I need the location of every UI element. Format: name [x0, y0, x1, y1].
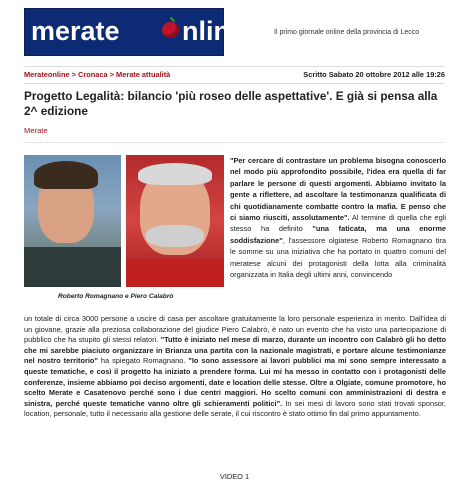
article-title: Progetto Legalità: bilancio 'più roseo delle aspettative'. E già si pensa alla 2^ edizione [24, 89, 438, 118]
body-text: ha spiegato Romagnano. [97, 356, 189, 366]
divider [24, 142, 445, 143]
quote-text: "una faticata, ma una enorme soddisfazione" [230, 224, 446, 245]
body-text: un totale di circa 3000 persone a uscire di casa per ascoltare gratuitamente la loro personale esperienza in merito. Dall'idea di un giovane, grazie alla preziosa collaborazione del giudice Piero Calabrò, è nato un evento che ha visto una partecipazione di pubblico che ha stupito gli stessi relatori. [24, 314, 446, 345]
quote-text: "Per cercare di contrastare un problema bisogna conoscerlo nel modo più approfondito possibile, l'idea era quella di far parlare le persone di questi argomenti. Abbiamo invitato la gente a riflettere, ad ascoltare la testimonanza qualificata di chi quotidianamente combatte contro la mafia. E penso che ci siamo riusciti, assolutamente". [230, 156, 446, 223]
article-dateline: Scritto Sabato 20 ottobre 2012 alle 19:26 [303, 70, 445, 79]
photo-roberto-romagnano [24, 155, 121, 287]
breadcrumb-item-cronaca[interactable]: Cronaca [78, 70, 108, 79]
photo-piero-calabro [126, 155, 224, 287]
logo-text-merate: merate [31, 16, 120, 46]
quote-text: "Tutto è iniziato nel mese di marzo, durante un incontro con Calabrò gli ho detto che mi sarebbe piaciuto organizzare in Brianza una partita con la nazionale magistrati, e portare alcune testimonianze nel nostro territorio" [24, 335, 446, 366]
site-tagline: Il primo giornale online della provincia di Lecco [274, 29, 420, 36]
breadcrumb-item-home[interactable]: Merateonline [24, 70, 70, 79]
article-section-link[interactable]: Merate [24, 126, 48, 135]
body-text: , l'assessore olgiatese Roberto Romagnano tira le somme su una iniziativa che ha portato in quattro comuni del meratese alcuni dei protagonisti della lotta alla criminalità organizzata in Italia degli ultimi anni, convincendo [230, 235, 446, 280]
apple-icon [162, 22, 179, 38]
logo-text-nline: nline [182, 16, 246, 46]
video-label: VIDEO 1 [219, 472, 250, 481]
breadcrumb-separator: > [69, 70, 79, 79]
body-text: In sei mesi di lavoro sono stati trovati sponsor, location, personale, tutto il necessario alla gestione delle serate, il cui riscontro è stato ottimo fin dal primo appuntamento. [24, 398, 446, 419]
photo-caption: Roberto Romagnano e Piero Calabrò [58, 293, 174, 300]
breadcrumb [24, 66, 445, 84]
body-text: Al termine di quella che egli stesso ha definito [230, 213, 446, 234]
article-body-bottom [24, 314, 446, 420]
article-body-top [230, 155, 446, 280]
breadcrumb-separator: > [107, 70, 117, 79]
site-logo[interactable] [24, 8, 246, 56]
quote-text: "Io sono assessore ai lavori pubblici ma mi sono sempre interessato a queste tematiche, e così il progetto ha iniziato a prendere forma. Lui mi ha messo in contatto con i protagonisti delle conferenze, insieme abbiamo poi deciso argomenti, date e location delle stesse. Oltre a Olgiate, comune promotore, ho scelto Merate e Casatenovo perché sono i due centri maggiori. Ho scelto comuni con amministrazioni di destra e sinistra, perché queste tematiche vanno oltre gli schieramenti politici". [24, 356, 447, 408]
breadcrumb-item-merate-attualita[interactable]: Merate attualità [116, 70, 171, 79]
